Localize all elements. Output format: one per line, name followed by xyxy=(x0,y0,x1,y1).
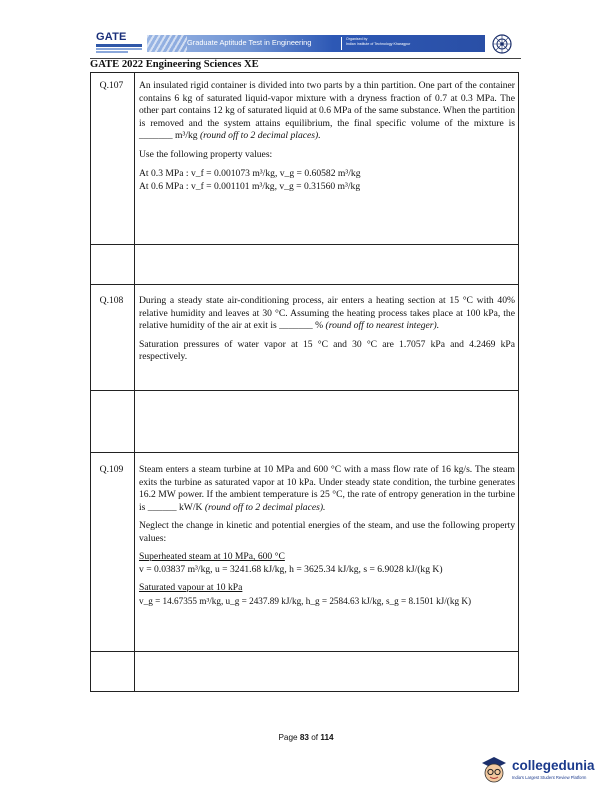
student-mascot-icon xyxy=(478,755,510,787)
iit-emblem-icon xyxy=(491,33,513,55)
header-banner xyxy=(147,35,485,52)
saturated-values: v_g = 14.67355 m³/kg, u_g = 2437.89 kJ/kg, h_g = 2584.63 kJ/kg, s_g = 8.1501 kJ/(kg K) xyxy=(139,595,472,606)
banner-title: Graduate Aptitude Test in Engineering xyxy=(187,38,312,47)
question-107-body: An insulated rigid container is divided into two parts by a thin partition. One part of the container contains 6 kg of saturated liquid-vapor mixture with a dryness fraction of 0.7 at 0.3 MPa. The other part contains 12 kg of saturated liquid at 0.6 MPa of the same substance. When the partition is removed and the system attains equilibrium, the final specific volume of the mixture is _______ m³/kg (round off to 2 decimal places). Use the following property values: At 0.3 MPa : v_f = 0.001073 m³/kg, v_g = 0.60582 m³/kg At 0.6 MPa : v_f = 0.001101 m³/kg, v_g = 0.31560 m³/kg xyxy=(139,80,515,192)
question-number: Q.108 xyxy=(99,295,124,306)
question-107-use-text: Use the following property values: xyxy=(139,148,273,160)
collegedunia-logo xyxy=(478,755,608,787)
question-table xyxy=(90,72,519,692)
question-number: Q.107 xyxy=(99,80,124,91)
question-108-sat-text: Saturation pressures of water vapor at 15 °C and 30 °C are 1.7057 kPa and 4.2469 kPa respectively. xyxy=(139,338,515,362)
gate-logo-text: GATE xyxy=(96,31,127,43)
banner-org: Organised by Indian Institute of Technology Kharagpur xyxy=(346,37,411,46)
superheated-heading: Superheated steam at 10 MPa, 600 °C xyxy=(139,551,285,562)
question-number: Q.109 xyxy=(99,464,124,475)
doc-title: GATE 2022 Engineering Sciences XE xyxy=(90,59,259,70)
property-line: At 0.6 MPa : v_f = 0.001101 m³/kg, v_g = 0.31560 m³/kg xyxy=(139,181,361,192)
question-109-body: Steam enters a steam turbine at 10 MPa and 600 °C with a mass flow rate of 16 kg/s. The steam exits the turbine as saturated vapor at 10 kPa. Under steady state condition, the turbine generates 16.2 MW power. If the ambient temperature is 25 °C, the rate of entropy generation in the turbine is ______ kW/K (round off to 2 decimal places). Neglect the change in kinetic and potential energies of the steam, and use the following property values: Superheated steam at 10 MPa, 600 °C v = 0.03837 m³/kg, u = 3241.68 kJ/kg, h = 3625.34 kJ/kg, s = 6.9028 kJ/(kg K) Saturated vapour at 10 kPa v_g = 14.67355 m³/kg, u_g = 2437.89 kJ/kg, h_g = 2584.63 kJ/kg, s_g = 8.1501 kJ/(kg K) xyxy=(139,464,515,606)
superheated-values: v = 0.03837 m³/kg, u = 3241.68 kJ/kg, h = 3625.34 kJ/kg, s = 6.9028 kJ/(kg K) xyxy=(139,563,443,575)
property-line: At 0.3 MPa : v_f = 0.001073 m³/kg, v_g = 0.60582 m³/kg xyxy=(139,168,361,179)
gate-logo xyxy=(96,31,142,61)
brand-tagline: India's Largest Student Review Platform xyxy=(512,775,587,780)
question-108-body: During a steady state air-conditioning process, air enters a heating section at 15 °C with 40% relative humidity and leaves at 30 °C. Assuming the heating process takes place at 100 kPa, the relative humidity of the air at exit is _______ % (round off to nearest integer). Saturation pressures of water vapor at 15 °C and 30 °C are 1.7057 kPa and 4.2469 kPa respectively. xyxy=(139,295,515,362)
question-109-neglect-text: Neglect the change in kinetic and potential energies of the steam, and use the following property values: xyxy=(139,520,515,544)
saturated-heading: Saturated vapour at 10 kPa xyxy=(139,582,243,593)
page-number: Page 83 of 114 xyxy=(278,733,334,742)
brand-name: collegedunia xyxy=(512,758,595,773)
